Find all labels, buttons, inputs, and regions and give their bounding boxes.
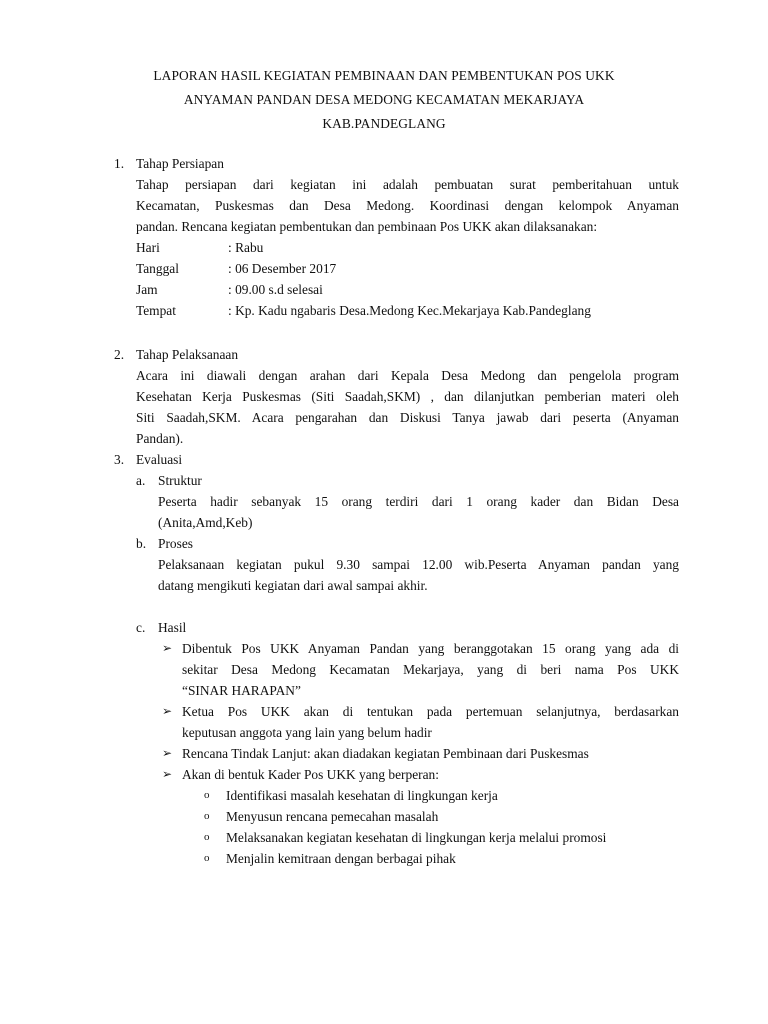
report-title (0, 64, 768, 136)
role-text: Melaksanakan kegiatan kesehatan di lingkungan kerja melalui promosi (226, 830, 607, 845)
title-line-3: KAB.PANDEGLANG (322, 116, 446, 131)
subsection-heading: Proses (158, 536, 193, 551)
circle-bullet-icon: o (204, 852, 210, 864)
title-line-1: LAPORAN HASIL KEGIATAN PEMBINAAN DAN PEMBENTUKAN POS UKK (153, 68, 615, 83)
bullet-line: sekitar Desa Medong Kecamatan Mekarjaya, yang di beri nama Pos UKK (182, 662, 679, 677)
subsection-letter: b. (136, 536, 147, 551)
bullet-line: keputusan anggota yang lain yang belum hadir (182, 725, 432, 740)
section-number: 1. (114, 156, 125, 171)
paragraph-line: Acara ini diawali dengan arahan dari Kepala Desa Medong dan pengelola program (136, 368, 679, 383)
paragraph-line: Tahap persiapan dari kegiatan ini adalah pembuatan surat pemberitahuan untuk (136, 177, 679, 192)
section-heading: Tahap Pelaksanaan (136, 347, 239, 362)
paragraph-line: Pandan). (136, 431, 184, 446)
detail-value: : 09.00 s.d selesai (228, 282, 323, 297)
section-number: 3. (114, 452, 125, 467)
detail-label: Hari (136, 240, 160, 255)
subsection-letter: a. (136, 473, 146, 488)
paragraph-line: Pelaksanaan kegiatan pukul 9.30 sampai 12.00 wib.Peserta Anyaman pandan yang (158, 557, 679, 572)
section-heading: Tahap Persiapan (136, 156, 224, 171)
paragraph-line: Kecamatan, Puskesmas dan Desa Medong. Koordinasi dengan kelompok Anyaman (136, 198, 679, 213)
detail-row-date (136, 258, 336, 279)
paragraph-line: Kesehatan Kerja Puskesmas (Siti Saadah,SKM) , dan dilanjutkan pemberian materi oleh (136, 389, 679, 404)
section-heading: Evaluasi (136, 452, 183, 467)
bullet-line: Ketua Pos UKK akan di tentukan pada pertemuan selanjutnya, berdasarkan (182, 704, 679, 719)
paragraph-line: pandan. Rencana kegiatan pembentukan dan pembinaan Pos UKK akan dilaksanakan: (136, 219, 598, 234)
circle-bullet-icon: o (204, 810, 210, 822)
arrow-bullet-icon: ➢ (162, 767, 173, 781)
circle-bullet-icon: o (204, 789, 210, 801)
subsection-heading: Struktur (158, 473, 202, 488)
bullet-line: “SINAR HARAPAN” (182, 683, 301, 698)
arrow-bullet-icon: ➢ (162, 704, 173, 718)
subsection-heading: Hasil (158, 620, 187, 635)
role-text: Menjalin kemitraan dengan berbagai pihak (226, 851, 456, 866)
paragraph-line: datang mengikuti kegiatan dari awal sampai akhir. (158, 578, 428, 593)
paragraph-line: Siti Saadah,SKM. Acara pengarahan dan Diskusi Tanya jawab dari peserta (Anyaman (136, 410, 679, 425)
detail-row-place (136, 300, 591, 321)
title-line-2: ANYAMAN PANDAN DESA MEDONG KECAMATAN MEKARJAYA (183, 92, 585, 107)
subsection-letter: c. (136, 620, 146, 635)
detail-label: Tanggal (136, 261, 179, 276)
paragraph-line: (Anita,Amd,Keb) (158, 515, 253, 530)
detail-row-day (136, 237, 263, 258)
detail-value: : 06 Desember 2017 (228, 261, 337, 276)
arrow-bullet-icon: ➢ (162, 641, 173, 655)
arrow-bullet-icon: ➢ (162, 746, 173, 760)
detail-label: Jam (136, 282, 158, 297)
bullet-line: Dibentuk Pos UKK Anyaman Pandan yang beranggotakan 15 orang yang ada di (182, 641, 679, 656)
role-text: Identifikasi masalah kesehatan di lingkungan kerja (226, 788, 498, 803)
circle-bullet-icon: o (204, 831, 210, 843)
detail-value: : Kp. Kadu ngabaris Desa.Medong Kec.Mekarjaya Kab.Pandeglang (228, 303, 591, 318)
detail-label: Tempat (136, 303, 176, 318)
bullet-line: Akan di bentuk Kader Pos UKK yang berperan: (182, 767, 439, 782)
bullet-line: Rencana Tindak Lanjut: akan diadakan kegiatan Pembinaan dari Puskesmas (182, 746, 589, 761)
detail-value: : Rabu (228, 240, 264, 255)
paragraph-line: Peserta hadir sebanyak 15 orang terdiri dari 1 orang kader dan Bidan Desa (158, 494, 679, 509)
section-number: 2. (114, 347, 125, 362)
role-text: Menyusun rencana pemecahan masalah (226, 809, 439, 824)
detail-row-time (136, 279, 323, 300)
